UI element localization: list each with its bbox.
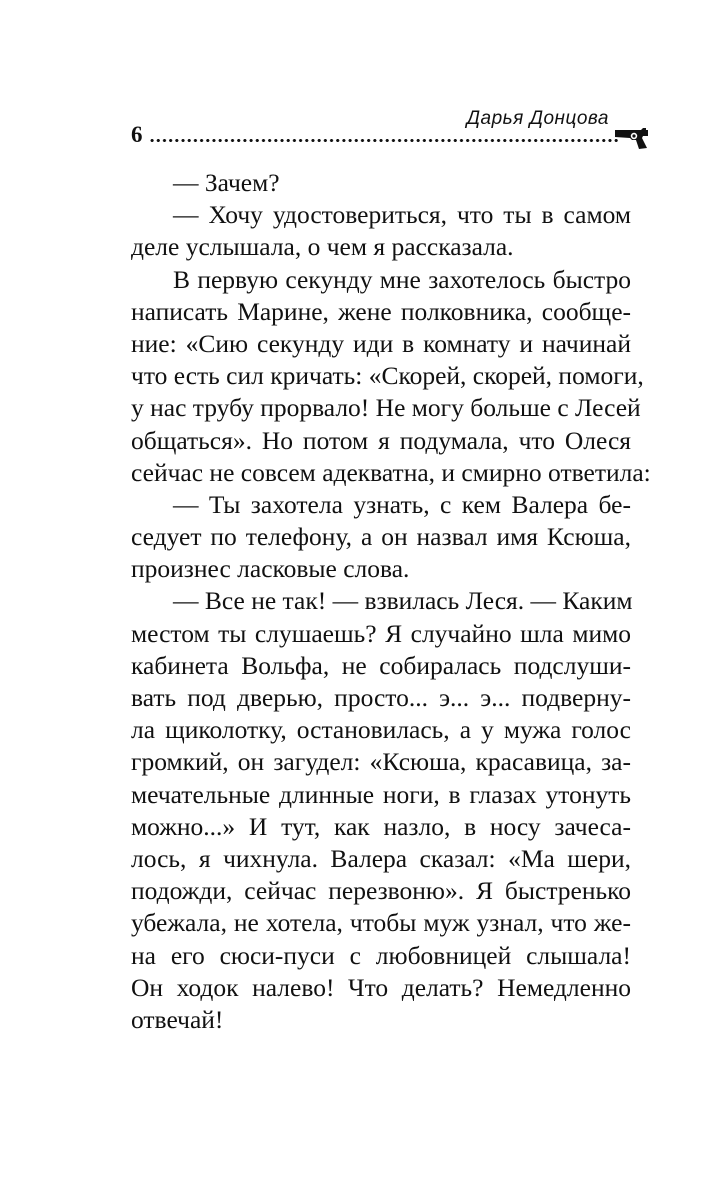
text-line: — Все не так! — взвилась Леся. — Каким [173, 586, 633, 616]
text-line: — Ты захотела узнать, с кем Валера бе- [173, 489, 631, 519]
body-text [131, 167, 651, 1036]
text-line: написать Марине, жене полковника, сообще- [131, 296, 631, 326]
text-line: В первую секунду мне захотелось быстро [173, 264, 631, 294]
text-line: — Хочу удостовериться, что ты в самом [173, 200, 631, 230]
text-line: лось, я чихнула. Валера сказал: «Ма шери, [131, 843, 631, 873]
text-line: местом ты слушаешь? Я случайно шла мимо [131, 618, 631, 648]
text-line: у нас трубу прорвало! Не могу больше с Лесей [131, 393, 641, 423]
text-line: ла щиколотку, остановилась, а у мужа голос [131, 715, 631, 745]
text-line: вать под дверью, просто... э... э... подверну- [131, 683, 631, 712]
text-line: деле услышала, о чем я рассказала. [131, 232, 514, 262]
text-line: общаться». Но потом я подумала, что Олеся [131, 425, 631, 455]
text-line: громкий, он загудел: «Ксюша, красавица, за- [131, 747, 631, 777]
page-header [131, 108, 651, 158]
text-line: мечательные длинные ноги, в глазах утонуть [131, 779, 631, 809]
text-line: произнес ласковые слова. [131, 554, 410, 584]
author-name: Дарья Донцова [466, 108, 609, 129]
page-number: 6 [131, 122, 143, 147]
text-line: сейчас не совсем адекватна, и смирно ответила: [131, 457, 651, 487]
text-line: кабинета Вольфа, не собиралась подслуши- [131, 650, 631, 680]
text-line: Он ходок налево! Что делать? Немедленно [131, 972, 631, 1002]
text-line: что есть сил кричать: «Скорей, скорей, помоги, [131, 361, 644, 391]
revolver-icon [615, 126, 653, 150]
text-line: ние: «Сию секунду иди в комнату и начинай [131, 328, 631, 358]
text-line: седует по телефону, а он назвал имя Ксюша, [131, 522, 631, 552]
text-line: на его сюси-пуси с любовницей слышала! [131, 940, 631, 970]
dotted-leader [149, 138, 619, 143]
text-line: отвечай! [131, 1004, 224, 1034]
text-line: — Зачем? [173, 168, 280, 197]
text-line: подожди, сейчас перезвоню». Я быстренько [131, 876, 631, 906]
text-line: убежала, не хотела, чтобы муж узнал, что же- [131, 908, 631, 938]
text-line: можно...» И тут, как назло, в носу зачеса- [131, 811, 631, 841]
